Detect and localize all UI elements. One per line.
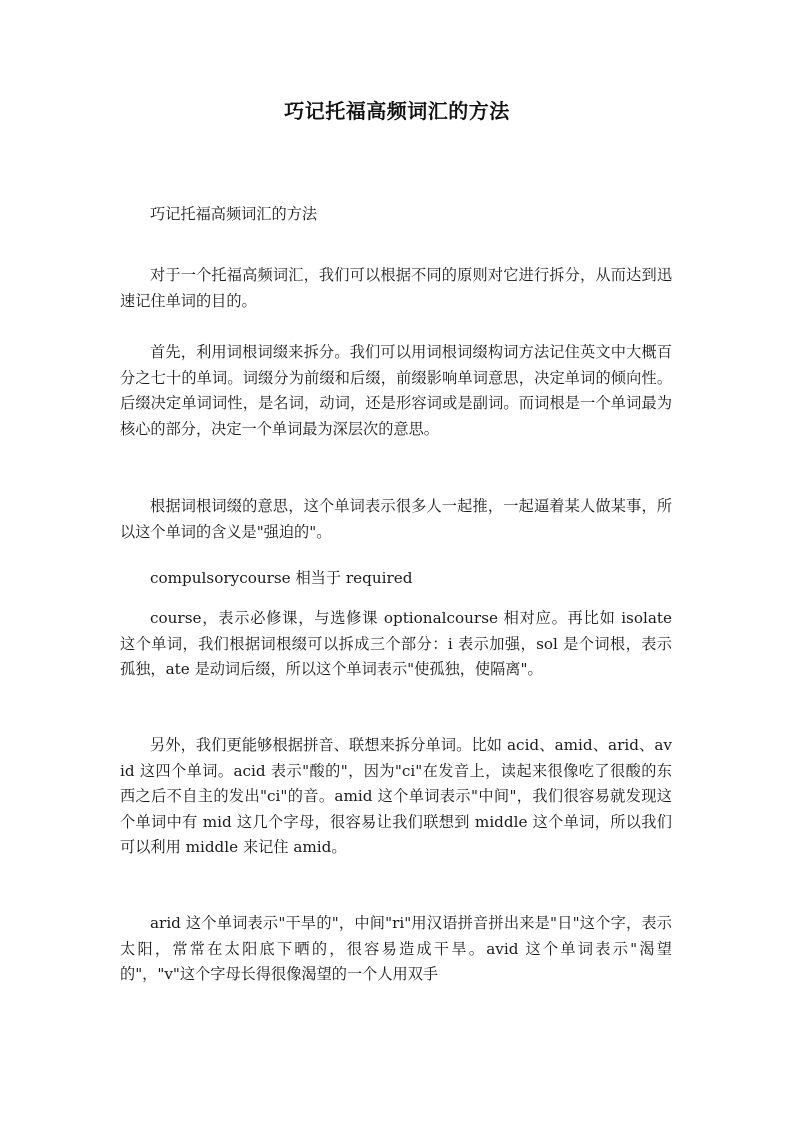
paragraph-isolate: course，表示必修课，与选修课 optionalcourse 相对应。再比如 isolate 这个单词，我们根据词根缀可以拆成三个部分：i 表示加强，sol 是个词根，表示孤独，ate 是动词后缀，所以这个单词表示"使孤独，使隔离"。 [120,609,672,679]
paragraph-compulsory-course: compulsorycourse 相当于 required [150,569,413,587]
paragraph-roots-affixes: 首先，利用词根词缀来拆分。我们可以用词根词缀构词方法记住英文中大概百分之七十的单词。词缀分为前缀和后缀，前缀影响单词意思，决定单词的倾向性。后缀决定单词词性，是名词，动词，还是形容词或是副词。而词根是一个单词最为核心的部分，决定一个单词最为深层次的意思。 [120,343,672,438]
paragraph-pinyin-association: 另外，我们更能够根据拼音、联想来拆分单词。比如 acid、amid、arid、avid 这四个单词。acid 表示"酸的"，因为"ci"在发音上，读起来很像吃了很酸的东西之后不自主的发出"ci"的音。amid 这个单词表示"中间"，我们很容易就发现这个单词中有 mid 这几个字母，很容易让我们联想到 middle 这个单词，所以我们可以利用 middle 来记住 amid。 [120,736,672,857]
paragraph-arid-avid: arid 这个单词表示"干旱的"，中间"ri"用汉语拼音拼出来是"日"这个字，表示太阳，常常在太阳底下晒的，很容易造成干旱。avid 这个单词表示"渴望的"，"v"这个字母长得很像渴望的一个人用双手 [120,914,672,984]
paragraph-intro: 对于一个托福高频词汇，我们可以根据不同的原则对它进行拆分，从而达到迅速记住单词的目的。 [120,266,672,310]
paragraph-compulsory-meaning: 根据词根词缀的意思，这个单词表示很多人一起推，一起逼着某人做某事，所以这个单词的含义是"强迫的"。 [120,497,672,541]
document-title: 巧记托福高频词汇的方法 [284,99,510,123]
document-subtitle: 巧记托福高频词汇的方法 [150,205,318,223]
